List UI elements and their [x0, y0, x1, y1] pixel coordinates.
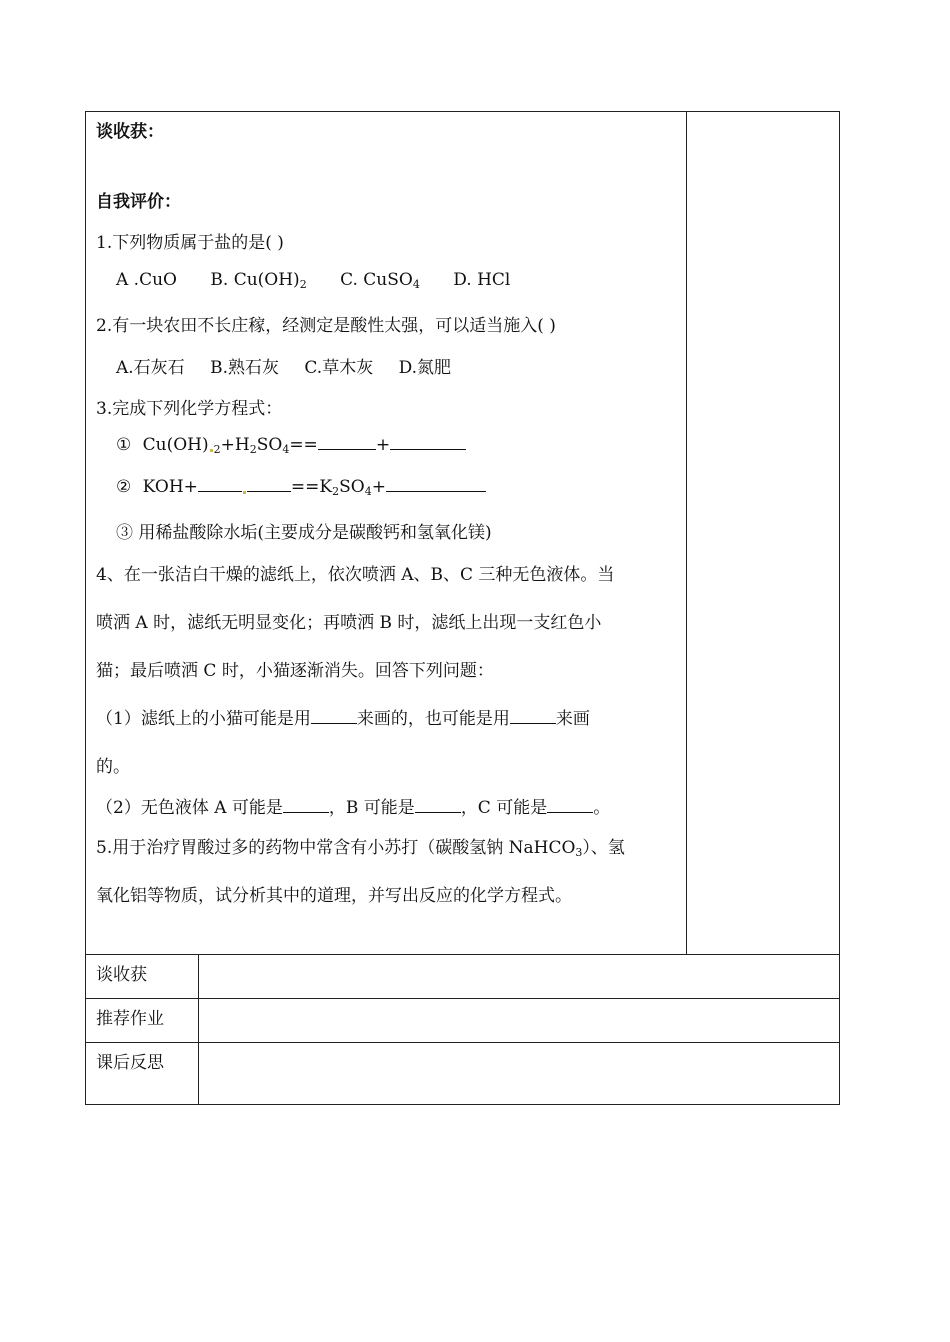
- blank-field[interactable]: [390, 435, 466, 450]
- q4-sub-2: （2）无色液体 A 可能是 ，B 可能是 ，C 可能是 。: [96, 798, 611, 818]
- blank-field[interactable]: [198, 477, 242, 492]
- q1-option-b: B. $Cu(OH)_2$: [210, 270, 307, 291]
- label-column-divider: [198, 954, 199, 1105]
- q4-line-3: 猫；最后喷洒 C 时，小猫逐渐消失。回答下列问题：: [96, 661, 494, 681]
- reflection-label: 课后反思: [96, 1053, 164, 1073]
- right-column-divider: [686, 111, 687, 954]
- q4-line-1: 4、在一张洁白干燥的滤纸上，依次喷洒 A、B、C 三种无色液体。当: [96, 565, 615, 585]
- q1-option-d: D. HCl: [453, 270, 511, 290]
- q1-option-c: C. CuSO$_4$: [340, 270, 420, 291]
- blank-field[interactable]: [311, 709, 357, 724]
- q4-line-2: 喷洒 A 时，滤纸无明显变化；再喷洒 B 时，滤纸上出现一支红色小: [96, 613, 602, 633]
- blank-field[interactable]: [318, 435, 376, 450]
- q3-stem: 3.完成下列化学方程式：: [96, 399, 283, 419]
- q2-option-a: A.石灰石: [116, 358, 185, 378]
- q1-option-a: A .CuO: [116, 270, 177, 290]
- blank-field[interactable]: [510, 709, 556, 724]
- blank-field[interactable]: [386, 477, 486, 492]
- homework-label: 推荐作业: [96, 1009, 164, 1029]
- q2-stem: 2.有一块农田不长庄稼，经测定是酸性太强，可以适当施入( ): [96, 316, 556, 336]
- gain-label: 谈收获: [96, 965, 147, 985]
- section-title: 谈收获：: [96, 122, 164, 142]
- q2-options: [116, 353, 451, 378]
- dot-mark: [210, 449, 213, 452]
- q3-equation-3: ③ 用稀盐酸除水垢(主要成分是碳酸钙和氢氧化镁): [116, 523, 492, 543]
- q4-sub-1: （1）滤纸上的小猫可能是用 来画的，也可能是用 来画: [96, 709, 590, 729]
- q5-line-2: 氧化铝等物质，试分析其中的道理，并写出反应的化学方程式。: [96, 886, 572, 906]
- q3-equation-2: ② $KOH+ ==K_2SO_4+$: [116, 477, 486, 498]
- q2-option-d: D.氮肥: [398, 358, 452, 378]
- q1-options: [116, 270, 510, 291]
- q3-equation-1: ① Cu(OH) $_2+H_2SO_4==$ +: [116, 435, 466, 456]
- blank-field[interactable]: [247, 477, 291, 492]
- self-eval-title: 自我评价：: [96, 192, 181, 212]
- q1-stem: 1.下列物质属于盐的是( ): [96, 233, 284, 253]
- q2-option-c: C.草木灰: [304, 358, 374, 378]
- blank-field[interactable]: [283, 798, 329, 813]
- blank-field[interactable]: [415, 798, 461, 813]
- blank-field[interactable]: [547, 798, 593, 813]
- dot-mark: [243, 491, 246, 494]
- q2-option-b: B.熟石灰: [210, 358, 279, 378]
- q5-line-1: 5.用于治疗胃酸过多的药物中常含有小苏打（碳酸氢钠 NaHCO$_3$）、氢: [96, 838, 625, 859]
- q4-sub-1-end: 的。: [96, 757, 130, 777]
